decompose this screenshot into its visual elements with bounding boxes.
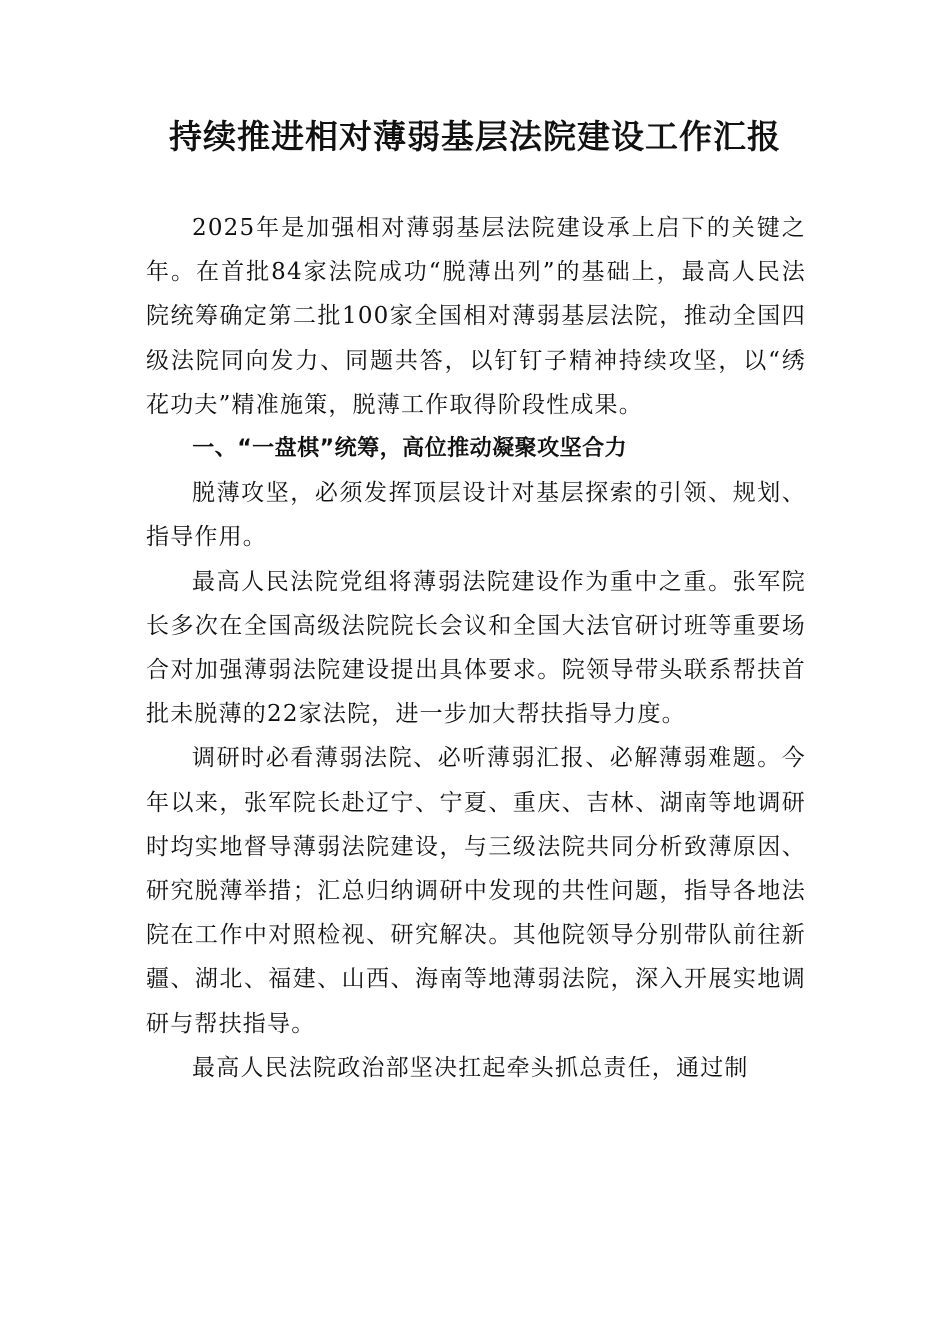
paragraph-2: 最高人民法院党组将薄弱法院建设作为重中之重。张军院长多次在全国高级法院院长会议和全国大法官研讨班等重要场合对加强薄弱法院建设提出具体要求。院领导带头联系帮扶首批未脱薄的22家法院，进一步加大帮扶指导力度。 [146,568,806,728]
document-body [146,206,806,1090]
paragraph-4: 最高人民法院政治部坚决扛起牵头抓总责任，通过制 [192,1054,749,1081]
paragraph-1: 脱薄攻坚，必须发挥顶层设计对基层探索的引领、规划、指导作用。 [146,480,806,551]
section-heading-1: 一、“一盘棋”统筹，高位推动凝聚攻坚合力 [192,436,628,462]
document-title: 持续推进相对薄弱基层法院建设工作汇报 [169,117,781,156]
paragraph-3: 调研时必看薄弱法院、必听薄弱汇报、必解薄弱难题。今年以来，张军院长赴辽宁、宁夏、重庆、吉林、湖南等地调研时均实地督导薄弱法院建设，与三级法院共同分析致薄原因、研究脱薄举措；汇总归纳调研中发现的共性问题，指导各地法院在工作中对照检视、研究解决。其他院领导分别带队前往新疆、湖北、福建、山西、海南等地薄弱法院，深入开展实地调研与帮扶指导。 [146,745,806,1037]
paragraph-intro: 2025年是加强相对薄弱基层法院建设承上启下的关键之年。在首批84家法院成功“脱薄出列”的基础上，最高人民法院统筹确定第二批100家全国相对薄弱基层法院，推动全国四级法院同向发力、同题共答，以钉钉子精神持续攻坚，以“绣花功夫”精准施策，脱薄工作取得阶段性成果。 [146,215,806,418]
